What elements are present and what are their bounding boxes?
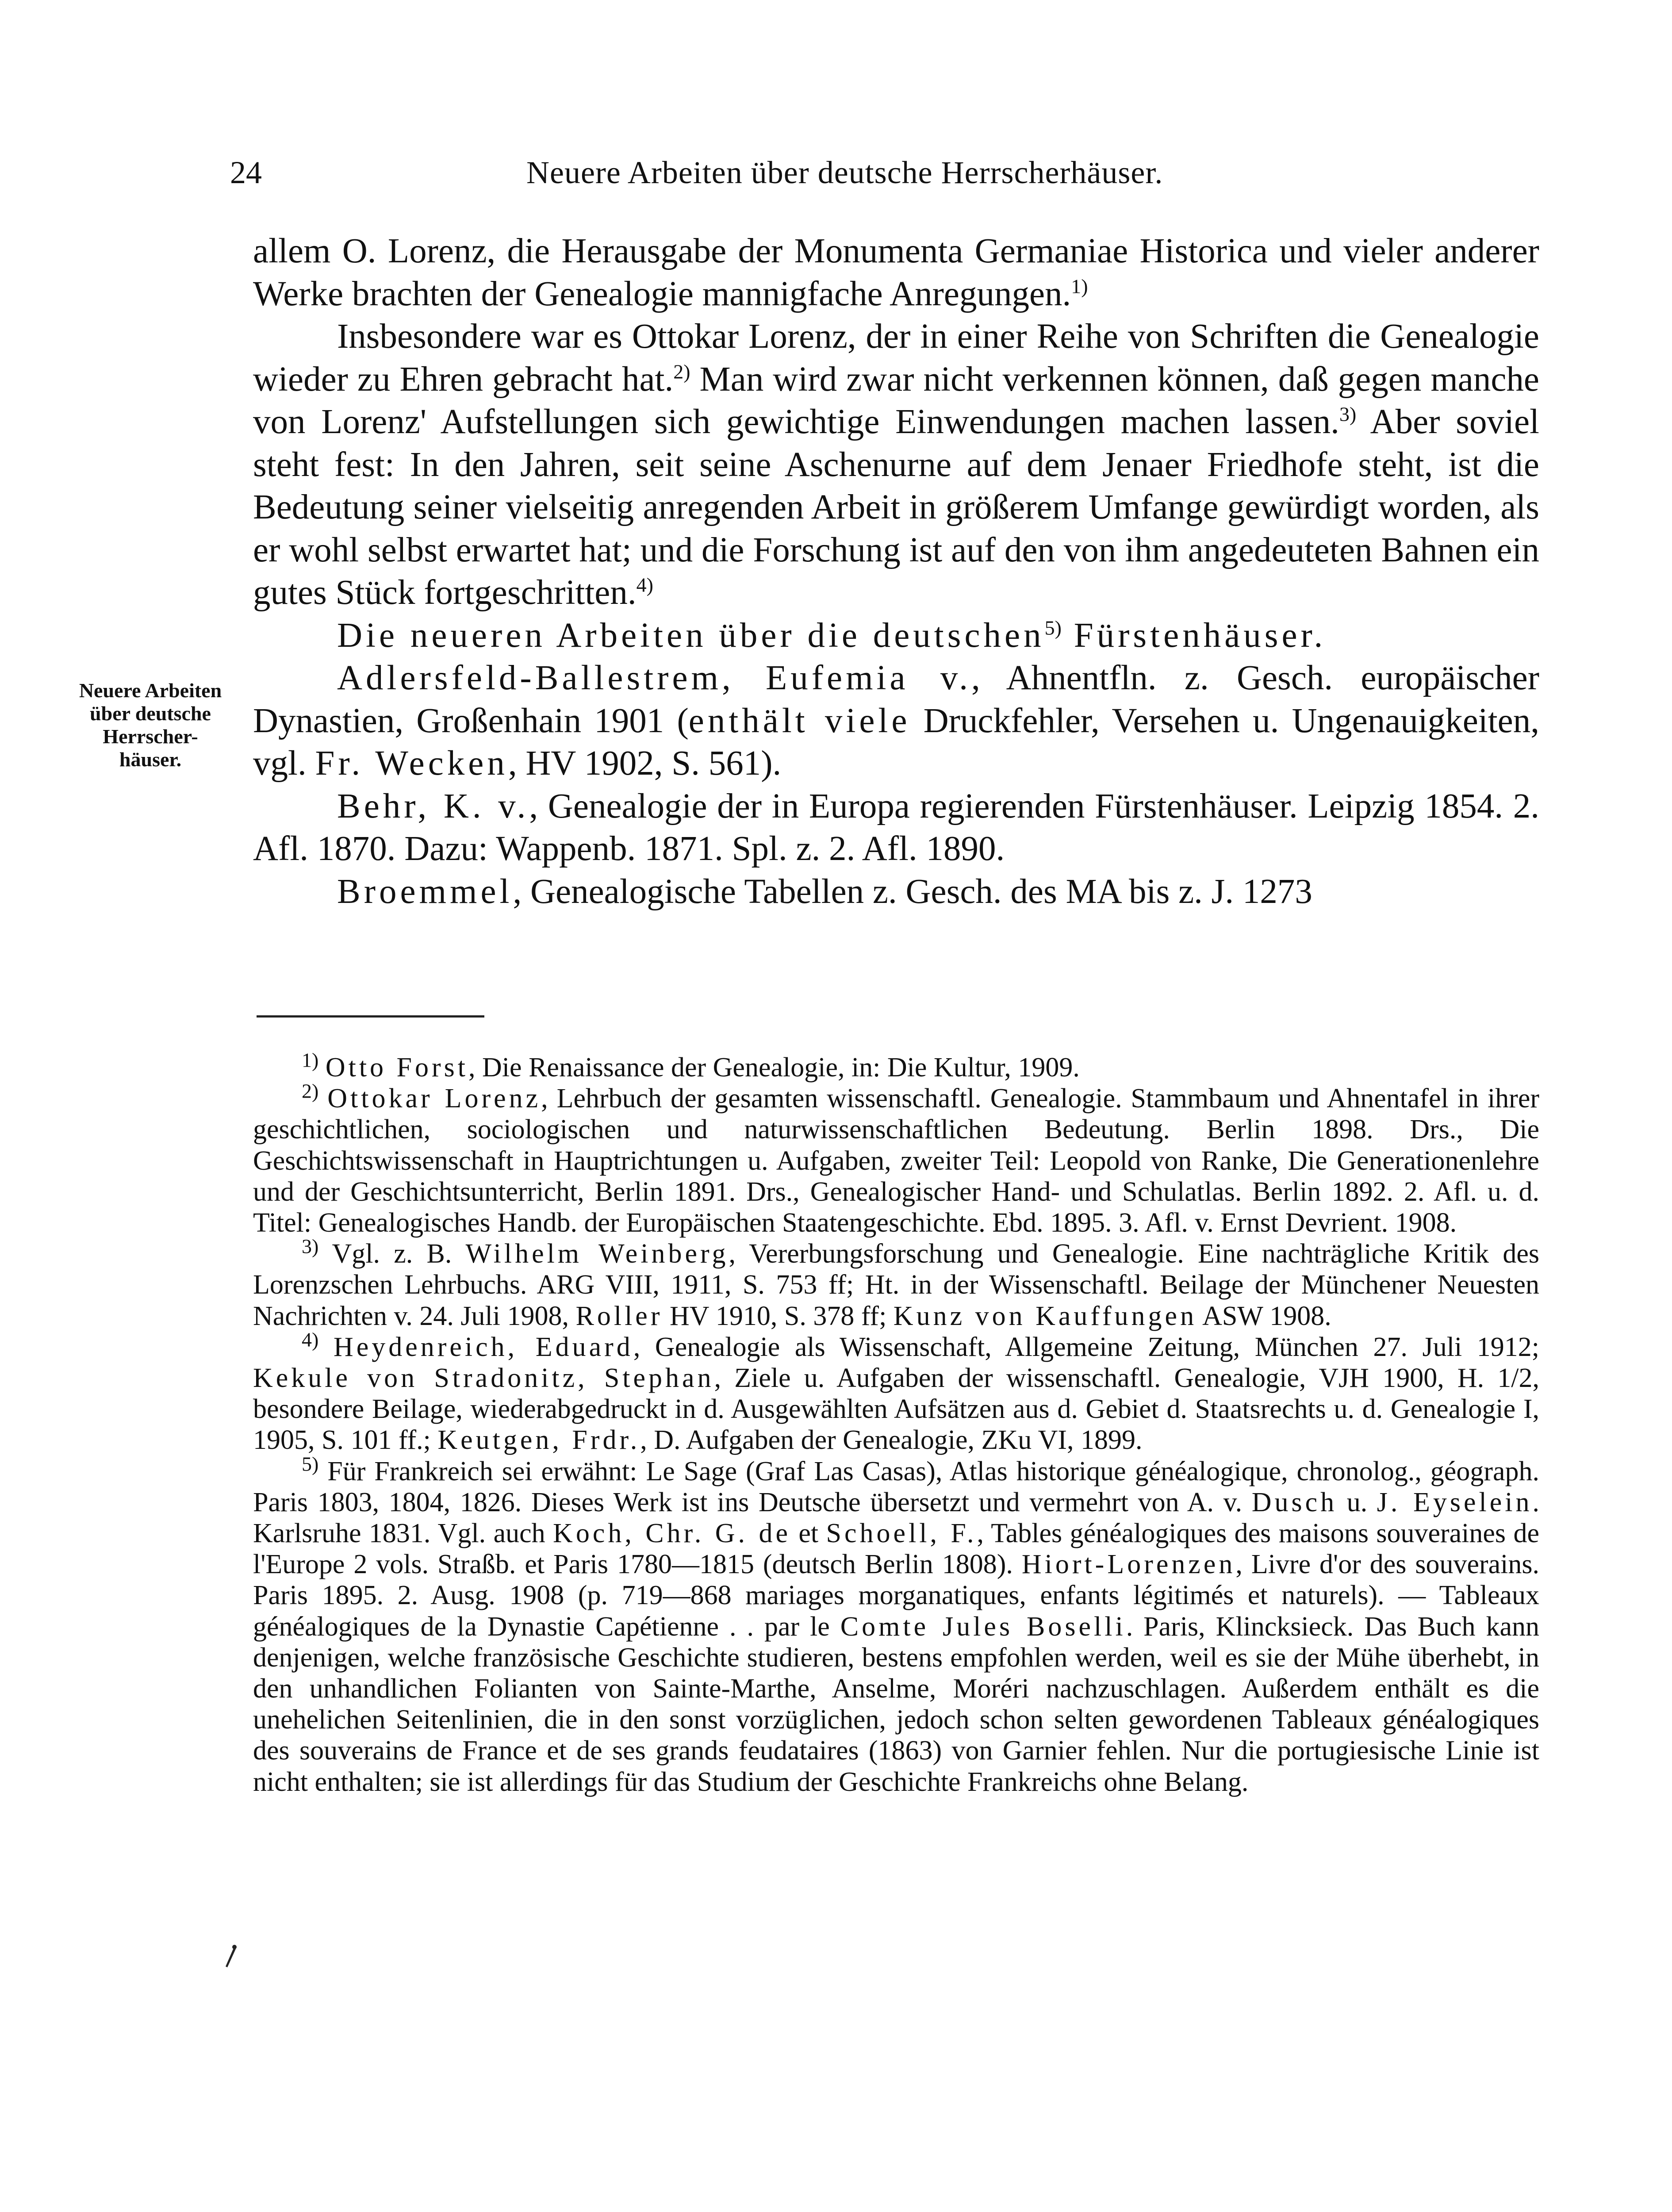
author-name: Broemmel: [337, 872, 513, 911]
page-header: [230, 146, 1539, 199]
footnote-1: $^{1)}$ Otto Forst, Die Renaissance der Genealogie, in: Die Kultur, 1909.: [302, 1048, 1080, 1083]
author-name: Comte Jules Boselli: [840, 1611, 1126, 1642]
bibliography-entry: Adlersfeld-Ballestrem, Eufemia v., Ahnentfln. z. Gesch. europäischer Dynastien, Großenhain 1901 (enthält viele Druckfehler, Versehen u. Ungenauigkeiten, vgl. Fr. Wecken, HV 1902, S. 561).: [253, 659, 1539, 783]
footnote-ref: 2): [673, 360, 690, 383]
author-name: Roller: [575, 1301, 663, 1331]
author-name: Otto Forst: [325, 1052, 469, 1083]
margin-note-line: Herrscher-: [103, 725, 198, 748]
footnote-ref: 5): [1044, 616, 1062, 639]
author-name: Dusch: [1251, 1487, 1338, 1517]
author-name: Adlersfeld-Ballestrem, Eufemia v.: [337, 659, 971, 697]
footnote-ref: 4): [636, 573, 653, 596]
footnote-ref: 3): [1339, 403, 1357, 426]
author-name: J. Eyselein: [1377, 1487, 1533, 1517]
main-text: [253, 230, 1539, 913]
author-name: Wilhelm Weinberg: [465, 1239, 729, 1269]
footnote-mark: 4): [302, 1328, 319, 1351]
author-name: Hiort-Lorenzen: [1021, 1549, 1236, 1580]
footnote-mark: 5): [302, 1452, 319, 1475]
author-name: Ottokar Lorenz: [327, 1083, 541, 1114]
footnote-4: $^{4)}$ Heydenreich, Eduard, Genealogie als Wissenschaft, Allgemeine Zeitung, München 27. Juli 1912; Kekule von Stradonitz, Stephan, Ziele u. Aufgaben der wissenschaftl. Genealogie, VJH 1900, H. 1/2, besondere Beilage, wiederabgedruckt in d. Ausgewählten Aufsätzen aus d. Gebiet d. Staatsrechts u. d. Genealogie I, 1905, S. 101 ff.; Keutgen, Frdr., D. Aufgaben der Genealogie, ZKu VI, 1899.: [253, 1328, 1540, 1455]
footnotes: [253, 1048, 1540, 1797]
bibliography-entry: Broemmel, Genealogische Tabellen z. Gesch. des MA bis z. J. 1273: [337, 872, 1312, 911]
author-name: Kunz von Kauffungen: [893, 1301, 1197, 1331]
footnote-separator: [257, 1015, 484, 1018]
paragraph-1: allem O. Lorenz, die Herausgabe der Monumenta Germaniae Historica und vieler anderer Werke brachten der Genealogie mannigfache Anregungen.$^{1)}$: [253, 232, 1539, 313]
margin-note: [53, 679, 248, 771]
footnote-mark: 1): [302, 1048, 319, 1071]
margin-note-line: Neuere Arbeiten: [79, 679, 222, 702]
page-number: 24: [230, 155, 262, 190]
author-name: Schoell, F.: [826, 1518, 977, 1549]
author-name: Koch, Chr. G. de: [553, 1518, 791, 1549]
author-name: Heydenreich, Eduard: [333, 1332, 633, 1362]
footnote-mark: 3): [302, 1235, 319, 1258]
running-title: Neuere Arbeiten über deutsche Herrscherhäuser.: [526, 155, 1163, 190]
margin-note-line: häuser.: [119, 748, 182, 771]
footnote-ref: 1): [1071, 275, 1088, 298]
author-name: Kekule von Stradonitz, Stephan: [253, 1363, 714, 1394]
margin-note-line: über deutsche: [90, 702, 211, 725]
section-heading: Die neueren Arbeiten über die deutschen$^{5)}$ Fürstenhäuser.: [337, 616, 1327, 655]
footnote-3: $^{3)}$ Vgl. z. B. Wilhelm Weinberg, Vererbungsforschung und Genealogie. Eine nachträgliche Kritik des Lorenzschen Lehrbuchs. ARG VIII, 1911, S. 753 ff; Ht. in der Wissenschaftl. Beilage der Münchener Neuesten Nachrichten v. 24. Juli 1908, Roller HV 1910, S. 378 ff; Kunz von Kauffungen ASW 1908.: [253, 1235, 1539, 1331]
footnote-2: $^{2)}$ Ottokar Lorenz, Lehrbuch der gesamten wissenschaftl. Genealogie. Stammbaum und Ahnentafel in ihrer geschichtlichen, sociologischen und naturwissenschaftlichen Bedeutung. Berlin 1898. Drs., Die Geschichtswissenschaft in Hauptrichtungen u. Aufgaben, zweiter Teil: Leopold von Ranke, Die Generationenlehre und der Geschichtsunterricht, Berlin 1891. Drs., Genealogischer Hand- und Schulatlas. Berlin 1892. 2. Afl. u. d. Titel: Genealogisches Handb. der Europäischen Staatengeschichte. Ebd. 1895. 3. Afl. v. Ernst Devrient. 1908.: [253, 1079, 1539, 1238]
author-name: Behr, K. v.: [337, 787, 529, 826]
footnote-mark: 2): [302, 1079, 319, 1102]
margin-mark-icon: [221, 1944, 239, 1971]
paragraph-2: Insbesondere war es Ottokar Lorenz, der in einer Reihe von Schriften die Genealogie wieder zu Ehren gebracht hat.$^{2)}$ Man wird zwar nicht verkennen können, daß gegen manche von Lorenz' Aufstellungen sich gewichtige Einwendungen machen lassen.$^{3)}$ Aber soviel steht fest: In den Jahren, seit seine Aschenurne auf dem Jenaer Friedhofe steht, ist die Bedeutung seiner vielseitig anregenden Arbeit in größerem Umfange gewürdigt worden, als er wohl selbst erwartet hat; und die Forschung ist auf den von ihm angedeuteten Bahnen ein gutes Stück fortgeschritten.$^{4)}$: [253, 317, 1539, 612]
author-name: Keutgen, Frdr.: [437, 1425, 640, 1455]
bibliography-entry: Behr, K. v., Genealogie der in Europa regierenden Fürstenhäuser. Leipzig 1854. 2. Afl. 1870. Dazu: Wappenb. 1871. Spl. z. 2. Afl. 1890.: [253, 787, 1540, 868]
footnote-5: $^{5)}$ Für Frankreich sei erwähnt: Le Sage (Graf Las Casas), Atlas historique généalogique, chronolog., géograph. Paris 1803, 1804, 1826. Dieses Werk ist ins Deutsche übersetzt und vermehrt von A. v. Dusch u. J. Eyselein. Karlsruhe 1831. Vgl. auch Koch, Chr. G. de et Schoell, F., Tables généalogiques des maisons souveraines de l'Europe 2 vols. Straßb. et Paris 1780—1815 (deutsch Berlin 1808). Hiort-Lorenzen, Livre d'or des souverains. Paris 1895. 2. Ausg. 1908 (p. 719—868 mariages morganatiques, enfants légitimés et naturels). — Tableaux généalogiques de la Dynastie Capétienne . . par le Comte Jules Boselli. Paris, Klincksieck. Das Buch kann denjenigen, welche französische Geschichte studieren, bestens empfohlen werden, weil es sie der Mühe überhebt, in den unhandlichen Folianten von Sainte-Marthe, Anselme, Moréri nachzuschlagen. Außerdem enthält es die unehelichen Seitenlinien, die in den sonst vorzüglichen, jedoch schon selten gewordenen Tableaux généalogiques des souverains de France et de ses grands feudataires (1863) von Garnier fehlen. Nur die portugiesische Linie ist nicht enthalten; sie ist allerdings für das Studium der Geschichte Frankreichs ohne Belang.: [253, 1452, 1539, 1797]
author-name: Fr. Wecken: [315, 744, 508, 783]
